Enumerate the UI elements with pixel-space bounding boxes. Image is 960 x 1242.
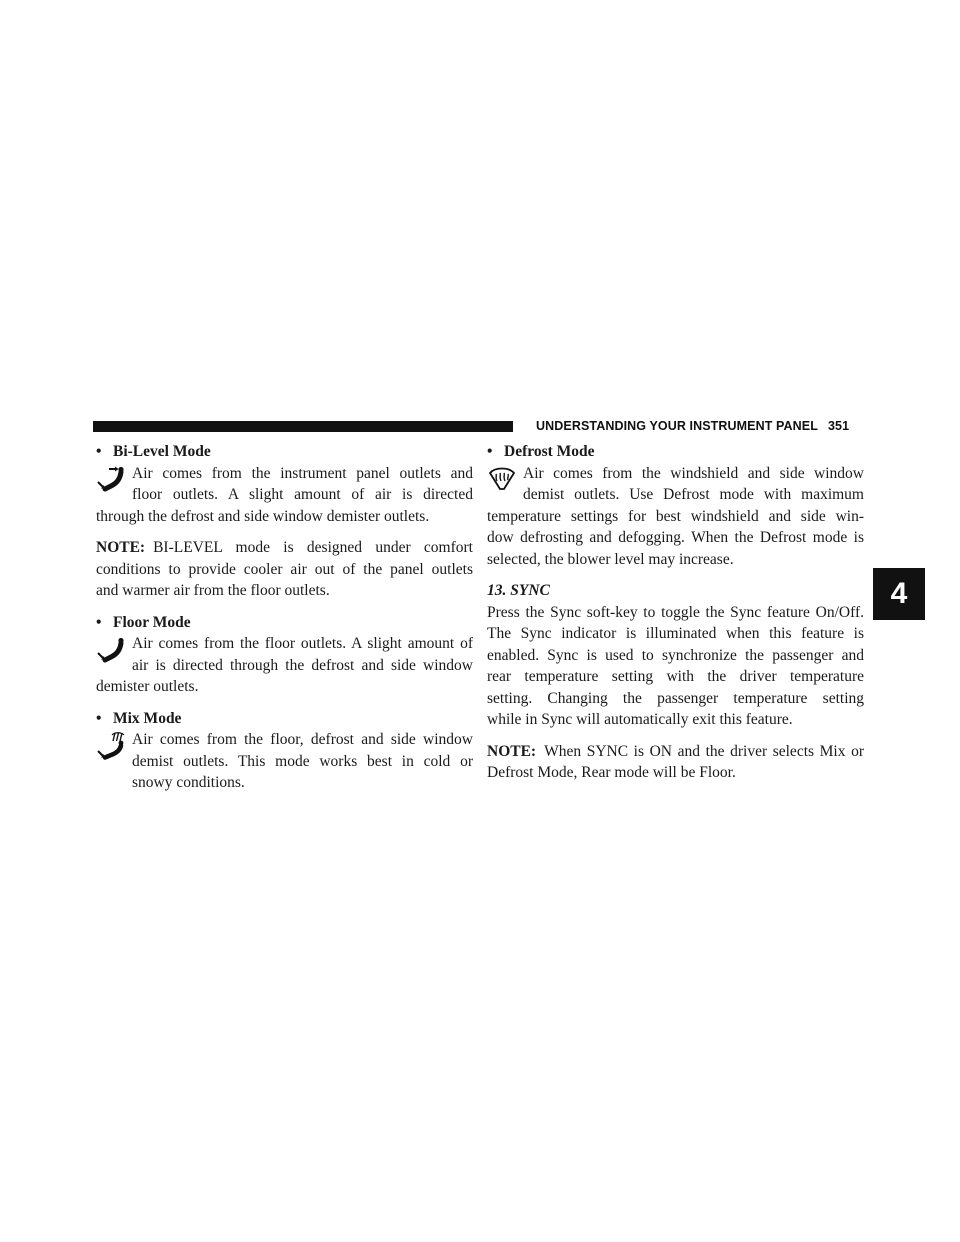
note-label: NOTE: [487, 742, 537, 760]
defrost-text-line: demist outlets. Use Defrost mode with maximum [523, 486, 864, 503]
chapter-tab: 4 [873, 568, 925, 620]
note-text-line: conditions to provide cooler air out of the panel outlets [96, 560, 473, 578]
bullet: • [96, 443, 102, 460]
sync-text-line: while in Sync will automatically exit this feature. [487, 711, 793, 728]
sync-heading: 13. SYNC [487, 582, 550, 599]
floor-mode-title: Floor Mode [113, 613, 191, 631]
note-bilevel [96, 537, 473, 602]
defrost-text-line: selected, the blower level may increase. [487, 550, 734, 568]
mix-text-line: demist outlets. This mode works best in cold or [132, 752, 473, 770]
floor-mode-icon [96, 636, 126, 666]
left-column [96, 441, 473, 804]
bullet: • [96, 613, 102, 631]
page-number: 351 [827, 419, 850, 433]
sync-text-line: rear temperature setting with the driver temperature [487, 668, 864, 685]
note-label: NOTE: [96, 539, 146, 556]
defrost-text-line: dow defrosting and defogging. When the Defrost mode is [487, 529, 864, 546]
defrost-text-line: Air comes from the windshield and side window [523, 464, 864, 482]
defrost-mode-section [487, 441, 864, 570]
bilevel-text-line: through the defrost and side window demister outlets. [96, 507, 430, 525]
defrost-mode-title: Defrost Mode [504, 443, 595, 460]
sync-section [487, 580, 864, 731]
note-text-line: and warmer air from the floor outlets. [96, 582, 330, 599]
defrost-text-line: temperature settings for best windshield and side win- [487, 507, 864, 525]
sync-text-line: The Sync indicator is illuminated when this feature is [487, 625, 864, 642]
header-title: UNDERSTANDING YOUR INSTRUMENT PANEL [536, 419, 818, 433]
floor-text-line: demister outlets. [96, 678, 199, 695]
running-header [536, 419, 849, 433]
note-text-line: When SYNC is ON and the driver selects Mix or [544, 742, 864, 760]
bilevel-mode-icon [96, 465, 126, 495]
mix-mode-section [96, 708, 473, 794]
right-column [487, 441, 864, 794]
note-text-line: BI-LEVEL mode is designed under comfort [153, 539, 473, 556]
floor-mode-section [96, 612, 473, 698]
sync-text-line: enabled. Sync is used to synchronize the passenger and [487, 646, 864, 664]
floor-text-line: air is directed through the defrost and side window [132, 656, 473, 674]
bilevel-text-line: floor outlets. A slight amount of air is directed [132, 486, 473, 503]
floor-text-line: Air comes from the floor outlets. A slight amount of [132, 635, 473, 652]
bullet: • [96, 709, 102, 727]
sync-text-line: setting. Changing the passenger temperature setting [487, 689, 864, 707]
note-text-line: Defrost Mode, Rear mode will be Floor. [487, 764, 736, 781]
mix-mode-title: Mix Mode [113, 709, 182, 727]
bilevel-mode-section [96, 441, 473, 527]
defrost-mode-icon [487, 465, 517, 495]
mix-text-line: snowy conditions. [132, 774, 245, 791]
bullet: • [487, 443, 493, 460]
bilevel-text-line: Air comes from the instrument panel outlets and [132, 464, 473, 482]
sync-text-line: Press the Sync soft-key to toggle the Sync feature On/Off. [487, 603, 864, 621]
note-sync [487, 741, 864, 784]
mix-text-line: Air comes from the floor, defrost and side window [132, 731, 473, 748]
header-bar [93, 421, 513, 432]
mix-mode-icon [96, 732, 126, 762]
bilevel-mode-title: Bi-Level Mode [113, 443, 211, 460]
